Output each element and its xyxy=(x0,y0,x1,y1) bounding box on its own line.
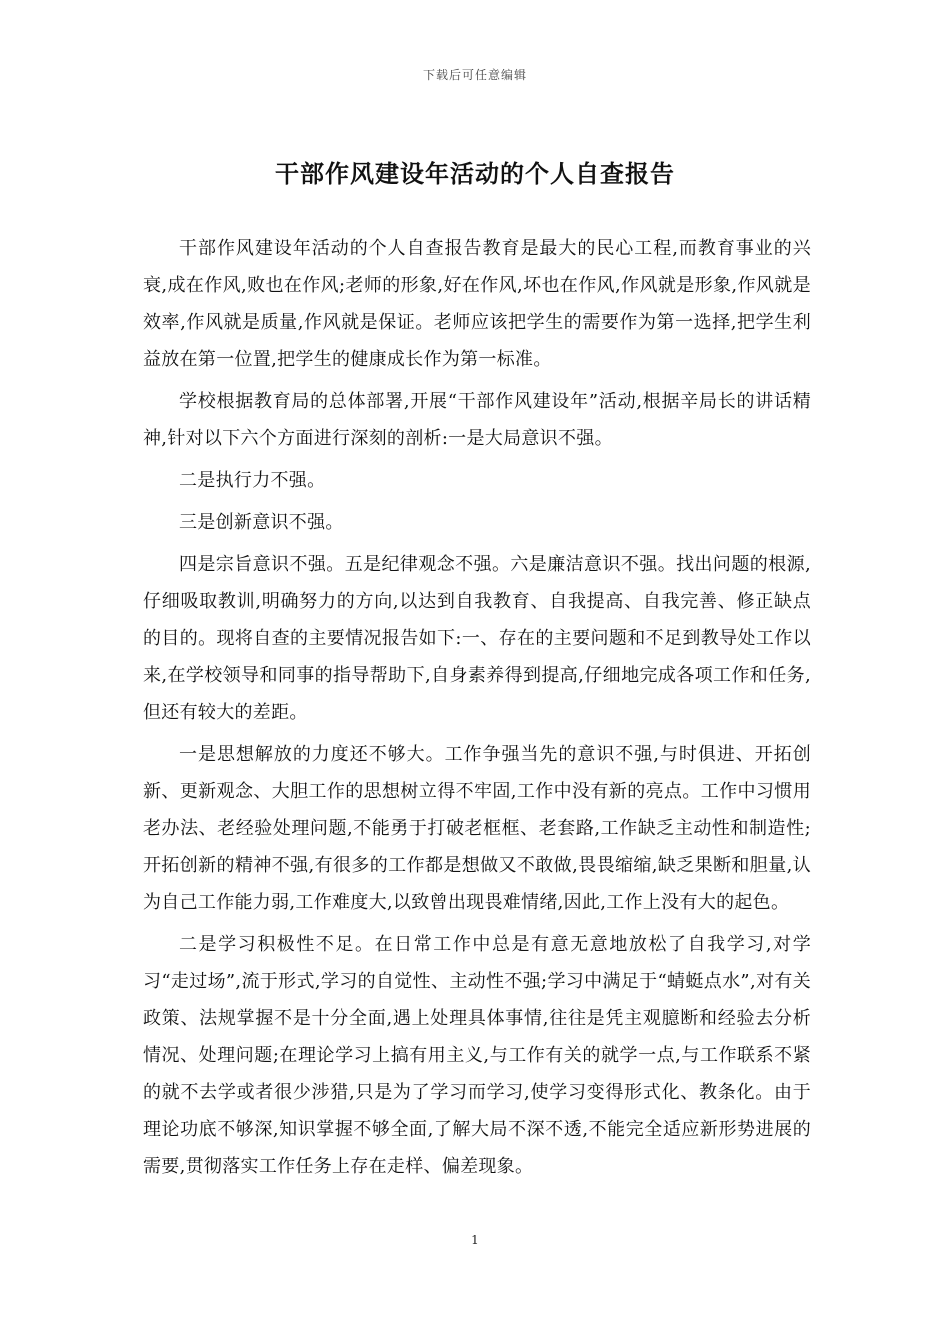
paragraph: 一是思想解放的力度还不够大。工作争强当先的意识不强,与时俱进、开拓创新、更新观念、大胆工作的思想树立得不牢固,工作中没有新的亮点。工作中习惯用老办法、老经验处理问题,不能勇于打破老框框、老套路,工作缺乏主动性和制造性;开拓创新的精神不强,有很多的工作都是想做又不敢做,畏畏缩缩,缺乏果断和胆量,认为自己工作能力弱,工作难度大,以致曾出现畏难情绪,因此,工作上没有大的起色。 xyxy=(143,744,811,913)
document-body xyxy=(143,230,811,1190)
document-title: 干部作风建设年活动的个人自查报告 xyxy=(275,159,675,188)
paragraph: 四是宗旨意识不强。五是纪律观念不强。六是廉洁意识不强。找出问题的根源,仔细吸取教训,明确努力的方向,以达到自我教育、自我提高、自我完善、修正缺点的目的。现将自查的主要情况报告如下:一、存在的主要问题和不足到教导处工作以来,在学校领导和同事的指导帮助下,自身素养得到提高,仔细地完成各项工作和任务,但还有较大的差距。 xyxy=(143,554,811,723)
paragraph: 干部作风建设年活动的个人自查报告教育是最大的民心工程,而教育事业的兴衰,成在作风,败也在作风;老师的形象,好在作风,坏也在作风,作风就是形象,作风就是效率,作风就是质量,作风就是保证。老师应该把学生的需要作为第一选择,把学生利益放在第一位置,把学生的健康成长作为第一标准。 xyxy=(143,238,811,370)
paragraph: 二是执行力不强。 xyxy=(179,470,326,491)
page-number: 1 xyxy=(471,1233,479,1247)
paragraph: 二是学习积极性不足。在日常工作中总是有意无意地放松了自我学习,对学习“走过场”,流于形式,学习的自觉性、主动性不强;学习中满足于“蜻蜓点水”,对有关政策、法规掌握不是十分全面,遇上处理具体事情,往往是凭主观臆断和经验去分析情况、处理问题;在理论学习上搞有用主义,与工作有关的就学一点,与工作联系不紧的就不去学或者很少涉猎,只是为了学习而学习,使学习变得形式化、教条化。由于理论功底不够深,知识掌握不够全面,了解大局不深不透,不能完全适应新形势进展的需要,贯彻落实工作任务上存在走样、偏差现象。 xyxy=(143,934,811,1177)
header-note: 下载后可任意编辑 xyxy=(422,68,527,82)
paragraph: 三是创新意识不强。 xyxy=(179,512,344,533)
paragraph: 学校根据教育局的总体部署,开展“干部作风建设年”活动,根据辛局长的讲话精神,针对以下六个方面进行深刻的剖析:一是大局意识不强。 xyxy=(143,391,811,449)
